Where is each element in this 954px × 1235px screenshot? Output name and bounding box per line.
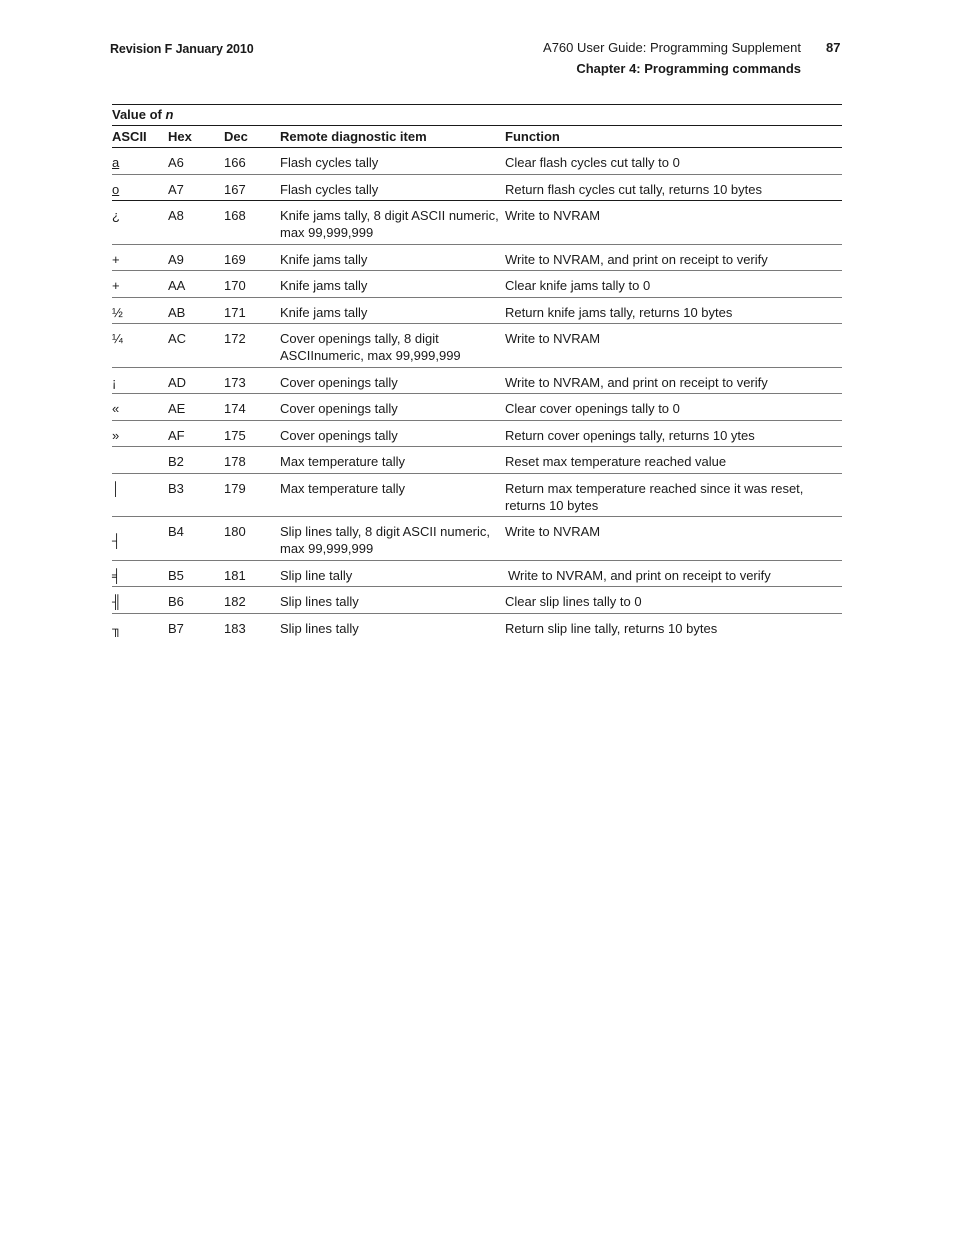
item-cell: Max temperature tally [280, 480, 405, 496]
table-row [112, 148, 842, 175]
hex-cell: AC [168, 331, 187, 346]
item-cell: Slip line tally [280, 567, 353, 583]
dec-cell: 168 [224, 208, 246, 223]
ascii-cell: + [112, 251, 120, 267]
function-cell: Write to NVRAM [505, 208, 601, 223]
revision-label: Revision F January 2010 [110, 42, 254, 56]
table-row [112, 271, 842, 298]
dec-cell: 183 [224, 620, 246, 636]
caption-variable: n [165, 107, 174, 122]
function-cell: Write to NVRAM [505, 331, 601, 346]
ascii-cell: ╖ [112, 620, 122, 636]
hex-cell: A8 [168, 208, 184, 223]
column-header-function: Function [505, 129, 560, 144]
dec-cell: 174 [224, 401, 246, 416]
hex-cell: AA [168, 278, 186, 293]
item-cell: Cover openings tally [280, 401, 398, 416]
ascii-cell: + [112, 278, 120, 293]
dec-cell: 172 [224, 331, 246, 346]
command-table [112, 104, 842, 640]
hex-cell: B4 [168, 524, 184, 539]
ascii-cell: a [112, 155, 120, 170]
function-cell: Write to NVRAM, and print on receipt to verify [505, 251, 768, 267]
table-row [112, 298, 842, 325]
ascii-cell: ┤ [112, 533, 122, 548]
hex-cell: B3 [168, 480, 184, 496]
column-header-item: Remote diagnostic item [280, 129, 427, 144]
function-cell: Return slip line tally, returns 10 bytes [505, 620, 718, 636]
table-row [112, 394, 842, 421]
item-cell: Slip lines tally [280, 620, 359, 636]
hex-cell: A6 [168, 155, 184, 170]
hex-cell: A9 [168, 251, 184, 267]
hex-cell: AB [168, 304, 186, 320]
function-cell: Return max temperature reached since it was reset, returns 10 bytes [505, 480, 804, 513]
table-row [112, 474, 842, 518]
ascii-cell: ╢ [112, 594, 122, 609]
table-row [112, 245, 842, 272]
table-row [112, 324, 842, 368]
ascii-cell: ╡ [112, 567, 122, 583]
dec-cell: 180 [224, 524, 246, 539]
hex-cell: B6 [168, 594, 184, 609]
item-cell: Cover openings tally [280, 374, 398, 390]
function-cell: Clear slip lines tally to 0 [505, 594, 642, 609]
hex-cell: B5 [168, 567, 184, 583]
column-header-hex: Hex [168, 129, 192, 144]
item-cell: Slip lines tally, 8 digit ASCII numeric, max 99,999,999 [280, 524, 491, 556]
dec-cell: 173 [224, 374, 246, 390]
item-cell: Flash cycles tally [280, 181, 379, 197]
ascii-cell: ¡ [112, 374, 117, 390]
ascii-cell: ½ [112, 304, 123, 320]
item-cell: Knife jams tally, 8 digit ASCII numeric, max 99,999,999 [280, 208, 499, 240]
hex-cell: AF [168, 427, 185, 443]
hex-cell: AD [168, 374, 187, 390]
item-cell: Max temperature tally [280, 454, 405, 469]
ascii-cell: ¼ [112, 331, 123, 346]
dec-cell: 170 [224, 278, 246, 293]
page-number: 87 [826, 40, 841, 55]
dec-cell: 169 [224, 251, 246, 267]
dec-cell: 182 [224, 594, 246, 609]
table-row [112, 614, 842, 641]
dec-cell: 167 [224, 181, 246, 197]
table-row [112, 175, 842, 202]
dec-cell: 181 [224, 567, 246, 583]
caption-prefix: Value of [112, 107, 166, 122]
item-cell: Knife jams tally [280, 251, 368, 267]
function-cell: Return cover openings tally, returns 10 ytes [505, 427, 755, 443]
item-cell: Flash cycles tally [280, 155, 379, 170]
item-cell: Knife jams tally [280, 278, 368, 293]
function-cell: Write to NVRAM, and print on receipt to verify [508, 567, 771, 583]
table-row [112, 587, 842, 614]
ascii-cell: ¿ [112, 208, 120, 223]
guide-title: A760 User Guide: Programming Supplement [543, 40, 801, 55]
item-cell: Cover openings tally [280, 427, 398, 443]
dec-cell: 179 [224, 480, 246, 496]
table-row [112, 447, 842, 474]
dec-cell: 166 [224, 155, 246, 170]
dec-cell: 175 [224, 427, 246, 443]
table-row [112, 201, 842, 245]
function-cell: Write to NVRAM [505, 524, 601, 539]
column-header-ascii: ASCII [112, 129, 147, 144]
function-cell: Clear knife jams tally to 0 [505, 278, 651, 293]
table-row [112, 421, 842, 448]
ascii-cell: « [112, 401, 120, 416]
function-cell: Return knife jams tally, returns 10 bytes [505, 304, 733, 320]
function-cell: Clear cover openings tally to 0 [505, 401, 680, 416]
table-row [112, 368, 842, 395]
function-cell: Reset max temperature reached value [505, 454, 727, 469]
ascii-cell: » [112, 427, 120, 443]
hex-cell: B2 [168, 454, 184, 469]
hex-cell: AE [168, 401, 186, 416]
dec-cell: 178 [224, 454, 246, 469]
table-header-row [112, 125, 842, 148]
table-row [112, 517, 842, 561]
function-cell: Write to NVRAM, and print on receipt to verify [505, 374, 768, 390]
table-row [112, 561, 842, 588]
column-header-dec: Dec [224, 129, 248, 144]
function-cell: Clear flash cycles cut tally to 0 [505, 155, 680, 170]
table-caption [112, 104, 842, 125]
item-cell: Cover openings tally, 8 digit ASCIInumeric, max 99,999,999 [280, 331, 461, 363]
item-cell: Knife jams tally [280, 304, 368, 320]
dec-cell: 171 [224, 304, 246, 320]
hex-cell: A7 [168, 181, 184, 197]
hex-cell: B7 [168, 620, 184, 636]
chapter-title: Chapter 4: Programming commands [576, 61, 801, 76]
ascii-cell: │ [112, 480, 121, 496]
ascii-cell: o [112, 181, 120, 197]
item-cell: Slip lines tally [280, 594, 359, 609]
function-cell: Return flash cycles cut tally, returns 10 bytes [505, 181, 762, 197]
